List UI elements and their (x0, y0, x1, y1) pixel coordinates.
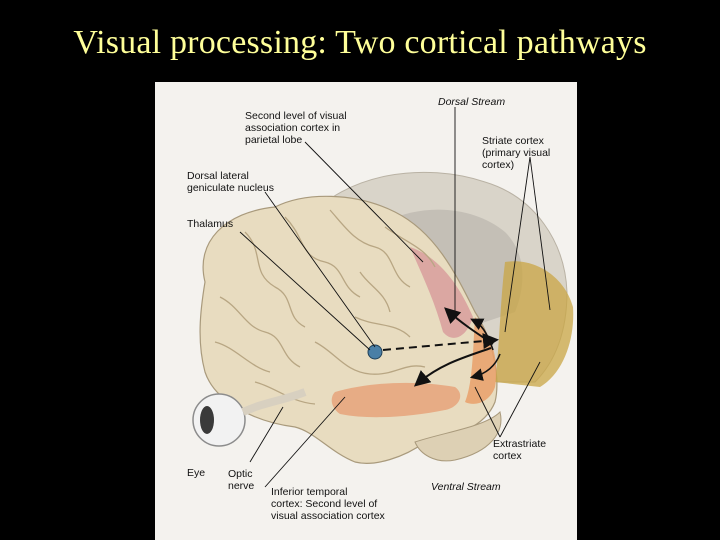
brain-figure (155, 82, 577, 540)
label-inferior-temporal: Inferior temporal cortex: Second level of visual association cortex (271, 486, 385, 522)
label-eye: Eye (187, 467, 206, 479)
label-extrastriate-cortex: Extrastriate cortex (493, 438, 547, 462)
label-optic-nerve: Optic nerve (228, 468, 255, 492)
label-ventral-stream: Ventral Stream (431, 481, 501, 493)
label-dorsal-stream: Dorsal Stream (438, 96, 506, 108)
lgn-dot (368, 345, 382, 359)
label-dorsal-lgn: Dorsal lateral geniculate nucleus (187, 170, 274, 194)
label-striate-cortex: Striate cortex (primary visual cortex) (482, 135, 551, 171)
label-second-level-parietal: Second level of visual association cortex in parietal lobe (245, 110, 347, 146)
slide-title: Visual processing: Two cortical pathways (73, 24, 647, 61)
label-thalamus: Thalamus (187, 218, 234, 230)
